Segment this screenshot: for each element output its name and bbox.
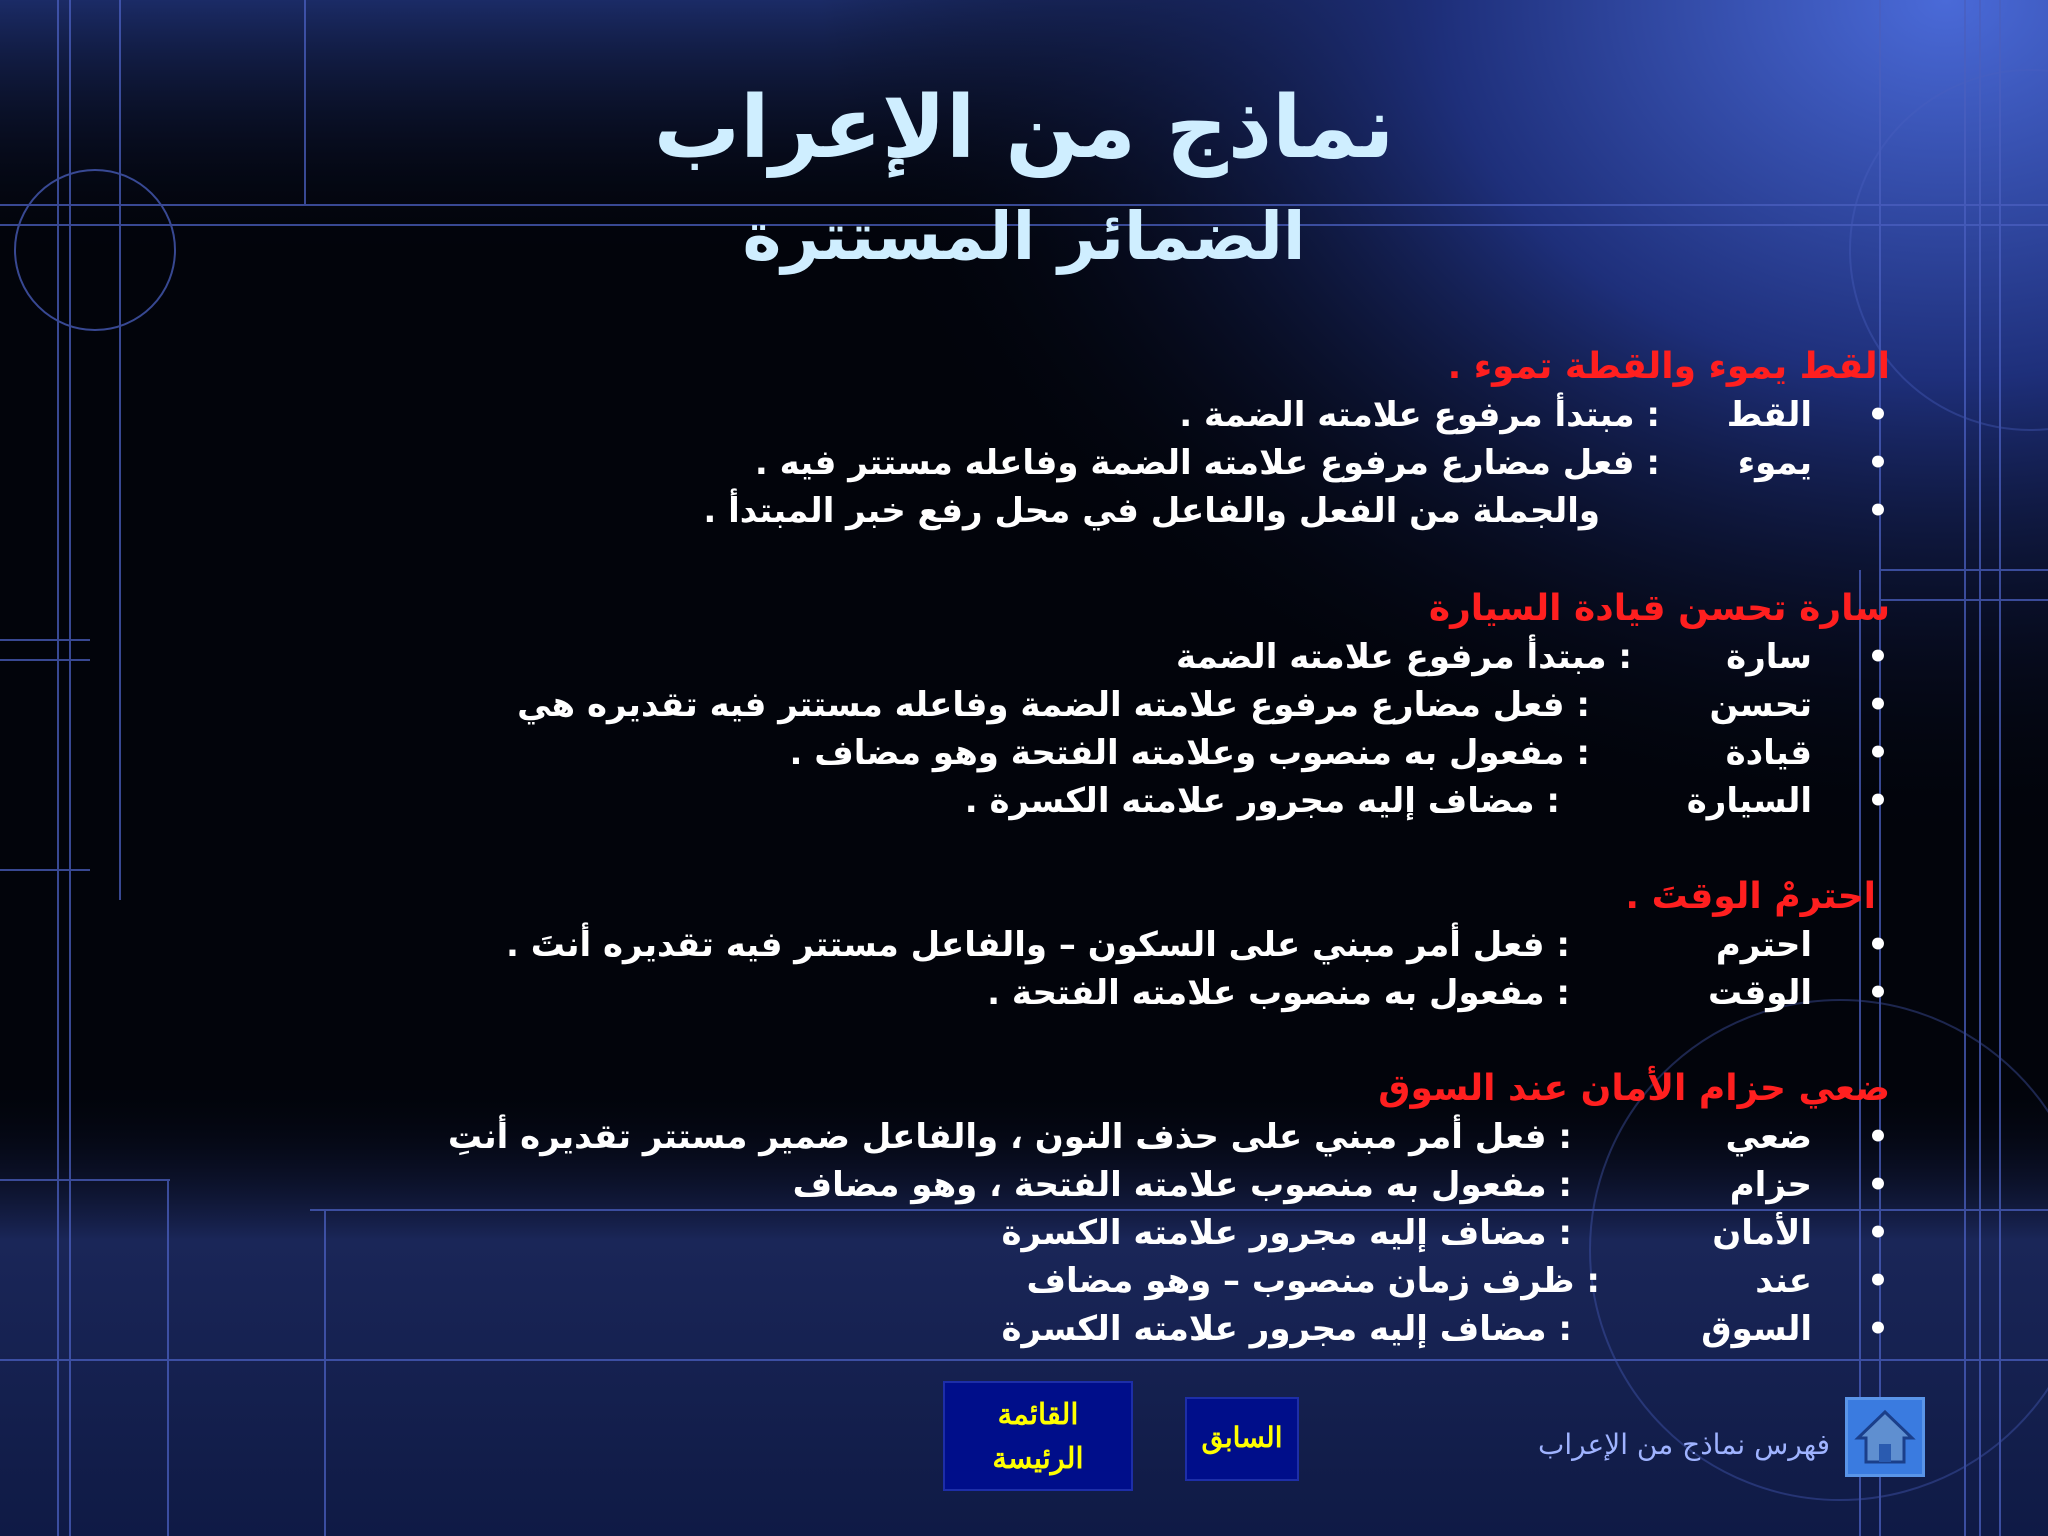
section-2 [330, 585, 1890, 825]
list-item [330, 921, 1890, 969]
parsing-description: : مبتدأ مرفوع علامته الضمة [1176, 637, 1632, 677]
parsed-word: القط [1726, 395, 1812, 435]
parsing-description: : فعل أمر مبني على السكون – والفاعل مستتر فيه تقديره أنتَ . [505, 925, 1570, 965]
home-button[interactable] [1845, 1397, 1925, 1477]
main-menu-label-line2: الرئيسة [992, 1443, 1084, 1475]
list-item [330, 633, 1890, 681]
parsing-description: : فعل مضارع مرفوع علامته الضمة وفاعله مستتر فيه . [754, 443, 1660, 483]
parsed-word: السيارة [1686, 781, 1812, 821]
parsing-description: : فعل مضارع مرفوع علامته الضمة وفاعله مستتر فيه تقديره هي [517, 685, 1590, 725]
previous-button[interactable]: السابق [1185, 1397, 1299, 1481]
bullet: • [1867, 637, 1889, 677]
main-menu-label-line1: القائمة [997, 1399, 1079, 1431]
list-item [330, 439, 1890, 487]
parsed-word: حزام [1729, 1165, 1812, 1205]
parsing-description: : مفعول به منصوب وعلامته الفتحة وهو مضاف . [789, 733, 1590, 773]
bullet: • [1867, 685, 1889, 725]
section-heading: ضعي حزام الأمان عند السوق [1378, 1068, 1890, 1109]
slide-subtitle: الضمائر المستترة [742, 198, 1306, 275]
bullet: • [1867, 395, 1889, 435]
list-item [330, 1305, 1890, 1353]
section-heading: القط يموء والقطة تموء . [1447, 346, 1890, 387]
section-1 [330, 343, 1890, 535]
parsed-word: احترم [1715, 925, 1812, 965]
parsed-word: الأمان [1712, 1213, 1812, 1253]
section-heading: احترمْ الوقتَ . [1625, 876, 1876, 917]
parsed-word: السوق [1701, 1309, 1812, 1349]
parsing-description: : مضاف إليه مجرور علامته الكسرة . [964, 781, 1560, 821]
list-item [330, 391, 1890, 439]
list-item [330, 969, 1890, 1017]
parsing-description: : مضاف إليه مجرور علامته الكسرة [1001, 1309, 1572, 1349]
parsing-description: : فعل أمر مبني على حذف النون ، والفاعل ضمير مستتر تقديره أنتِ [447, 1117, 1572, 1157]
bullet: • [1867, 1261, 1889, 1301]
parsed-word: قيادة [1725, 733, 1812, 773]
parsing-description: : مضاف إليه مجرور علامته الكسرة [1001, 1213, 1572, 1253]
bullet: • [1867, 443, 1889, 483]
bullet: • [1867, 1213, 1889, 1253]
home-icon [1848, 1400, 1922, 1474]
section-4 [330, 1065, 1890, 1353]
bullet: • [1867, 491, 1889, 531]
parsing-description: : ظرف زمان منصوب – وهو مضاف [1026, 1261, 1600, 1301]
list-item [330, 681, 1890, 729]
parsed-word: عند [1755, 1261, 1812, 1301]
section-heading: سارة تحسن قيادة السيارة [1428, 588, 1890, 629]
parsing-description: : مبتدأ مرفوع علامته الضمة . [1179, 395, 1660, 435]
parsed-word: ضعي [1725, 1117, 1812, 1157]
section-3 [330, 873, 1890, 1017]
slide-title: نماذج من الإعراب [653, 78, 1395, 178]
parsing-description: : مفعول به منصوب علامته الفتحة . [987, 973, 1570, 1013]
bullet: • [1867, 1117, 1889, 1157]
parsed-word: الوقت [1708, 973, 1812, 1013]
list-item [330, 1113, 1890, 1161]
bullet: • [1867, 1309, 1889, 1349]
bullet: • [1867, 925, 1889, 965]
bullet: • [1867, 973, 1889, 1013]
bullet: • [1867, 733, 1889, 773]
bullet: • [1867, 781, 1889, 821]
list-item [330, 777, 1890, 825]
list-item [330, 1257, 1890, 1305]
index-link[interactable]: فهرس نماذج من الإعراب [1537, 1428, 1830, 1461]
parsing-description: : مفعول به منصوب علامته الفتحة ، وهو مضاف [792, 1165, 1572, 1205]
parsed-word: سارة [1726, 637, 1812, 677]
parsing-description: والجملة من الفعل والفاعل في محل رفع خبر المبتدأ . [703, 491, 1600, 531]
parsed-word: تحسن [1709, 685, 1812, 725]
main-menu-button[interactable] [943, 1381, 1133, 1491]
parsed-word: يموء [1737, 443, 1812, 483]
list-item [330, 1209, 1890, 1257]
bullet: • [1867, 1165, 1889, 1205]
list-item [330, 487, 1890, 535]
list-item [330, 729, 1890, 777]
list-item [330, 1161, 1890, 1209]
